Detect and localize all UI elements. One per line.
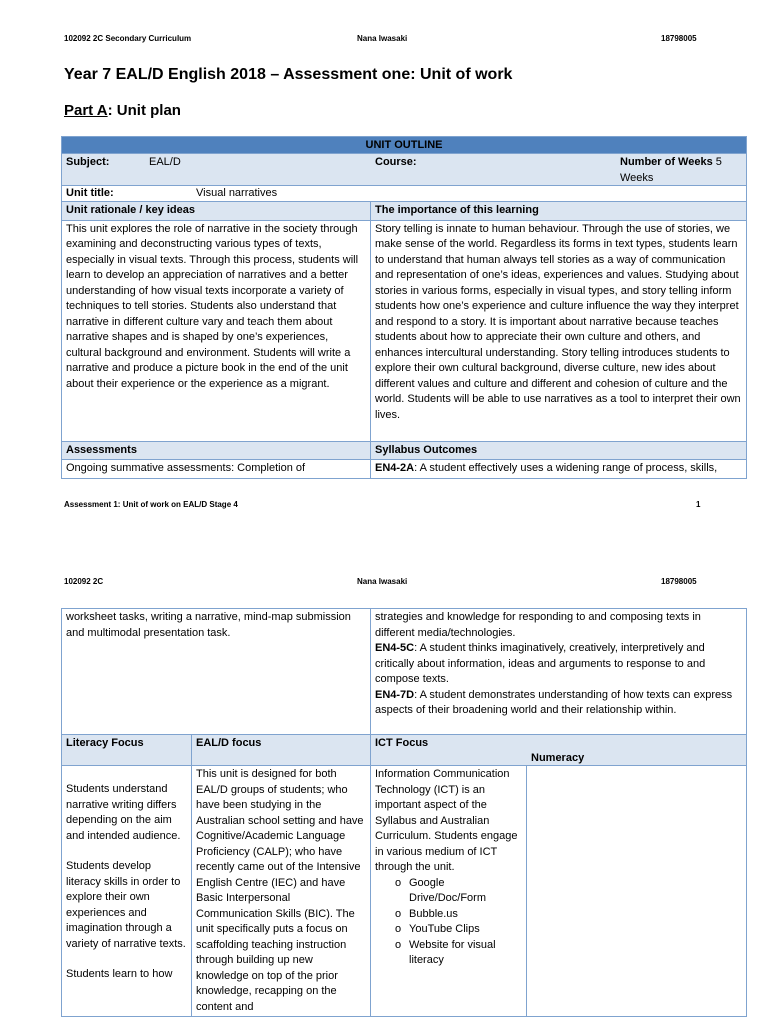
assessments-label: Assessments [62, 441, 371, 460]
ict-tools-list [375, 876, 522, 969]
importance-label: The importance of this learning [371, 202, 747, 221]
literacy-focus-text [62, 766, 192, 1017]
rationale-text: This unit explores the role of narrative in the society through examining and deconstructing various types of texts, especially in visual texts. Through this process, students will learn to develop an appreciation of narratives and a better understanding of how visual texts incorporate a variety of techniques to tell stories. Students also understand that narrative in different culture vary and teach them about narrative shapes and is shaped by one’s experiences, cultural background and environment. Students will write a narrative and produce a picture book in the end of the unit about their experience or the experience as a migrant. [62, 220, 371, 441]
focus-table [61, 734, 747, 1017]
list-item: o Bubble.us [395, 907, 522, 923]
outcome-code: EN4-2A [375, 462, 415, 474]
document-title: Year 7 EAL/D English 2018 – Assessment one: Unit of work [64, 66, 513, 83]
header-course-short: 102092 2C [64, 577, 104, 586]
weeks-cell [620, 155, 744, 186]
eald-focus-text: This unit is designed for both EAL/D groups of students; who have been studying in the Australian school setting and have Cognitive/Academic Language Proficiency (CALP); who have recently came out of the Intensive English Centre (IEC) and have Basic Interpersonal Communication Skills (BIC). The unit specifically puts a focus on scaffolding teaching instruction through building up new knowledge on top of the prior knowledge, recapping on the content and [192, 766, 371, 1017]
assessments-text-part2: worksheet tasks, writing a narrative, mind-map submission and multimodal presentation task. [62, 609, 371, 735]
ict-focus-cell [371, 766, 527, 1017]
rationale-label: Unit rationale / key ideas [62, 202, 371, 221]
numeracy-label: Numeracy [531, 752, 585, 764]
literacy-focus-label: Literacy Focus [62, 735, 192, 766]
unit-title-label: Unit title: [66, 187, 114, 199]
syllabus-outcomes-cell [371, 609, 747, 735]
header-id: 18798005 [661, 577, 697, 586]
assessments-text-part1: Ongoing summative assessments: Completion of [62, 460, 371, 479]
header-author: Nana Iwasaki [357, 577, 408, 586]
literacy-paragraph: Students develop literacy skills in order to explore their own experiences and imagination through a variety of narrative texts. [66, 860, 186, 950]
header-author: Nana Iwasaki [357, 34, 408, 43]
course-label: Course: [375, 156, 417, 168]
footer-text: Assessment 1: Unit of work on EAL/D Stage 4 [64, 500, 238, 509]
header-id: 18798005 [661, 34, 697, 43]
subject-value: EAL/D [149, 156, 181, 168]
literacy-paragraph: Students understand narrative writing differs depending on the aim and intended audience. [66, 783, 181, 842]
header-course: 102092 2C Secondary Curriculum [64, 34, 192, 43]
unit-title-value: Visual narratives [196, 187, 278, 199]
page-gap [0, 520, 768, 545]
unit-outline-table [61, 136, 747, 479]
subject-label: Subject: [66, 156, 110, 168]
section-heading [64, 102, 181, 119]
eald-focus-label: EAL/D focus [192, 735, 371, 766]
ict-focus-label: ICT Focus [375, 737, 429, 749]
numeracy-cell [527, 766, 747, 1017]
list-item: o YouTube Clips [395, 922, 522, 938]
outcome-en4-2a-part2: strategies and knowledge for responding to and composing texts in different media/technologies. [375, 611, 701, 639]
ict-focus-text: Information Communication Technology (ICT) is an important aspect of the Syllabus and Australian Curriculum. Students engage in various medium of ICT through the unit. [375, 768, 518, 873]
section-heading-rest: : Unit plan [107, 102, 181, 119]
unit-outline-table-continued [61, 608, 747, 735]
outcomes-label: Syllabus Outcomes [371, 441, 747, 460]
document-page-2 [0, 545, 768, 1024]
weeks-label: Number of Weeks [620, 156, 713, 168]
literacy-paragraph: Students learn to how [66, 968, 173, 980]
list-item: o Google Drive/Doc/Form [395, 876, 522, 907]
unit-outline-band: UNIT OUTLINE [62, 137, 747, 154]
list-item: o Website for visual literacy [395, 938, 522, 969]
outcome-en4-5c: EN4-5C: A student thinks imaginatively, creatively, interpretively and critically about information, ideas and arguments to response to and compose texts. [375, 642, 706, 685]
outcome-code: EN4-5C [375, 642, 415, 654]
page-number: 1 [696, 500, 701, 509]
outcome-code: EN4-7D [375, 688, 415, 701]
importance-text: Story telling is innate to human behaviour. Through the use of stories, we make sense of the world. Regardless its forms in text types, students learn to understand that human always tell stories as a way of communication and representation of one’s ideas, experiences and values. Studying about stories in various forms, especially in visual types, and story telling inform students how one’s experience and culture influence the way they interpret and respond to a story. It is important about narrative because teaches students about how to appreciate their own culture and others, and enhances intercultural understanding. Story telling introduces students to explore their own cultural background, diverse culture, new ides about different values and culture and different and cohesion of culture and the world. Students will be able to use narratives as a tool to interpret their own lives. [371, 220, 747, 441]
section-part-label: Part A [64, 102, 108, 119]
outcome-en4-7d: EN4-7D: A student demonstrates understanding of how texts can express aspects of their broadening world and their relationship within. [375, 688, 733, 716]
weeks-value: 5 Weeks [620, 156, 722, 184]
outcome-en4-2a-part1: EN4-2A: A student effectively uses a widening range of process, skills, [371, 460, 747, 479]
